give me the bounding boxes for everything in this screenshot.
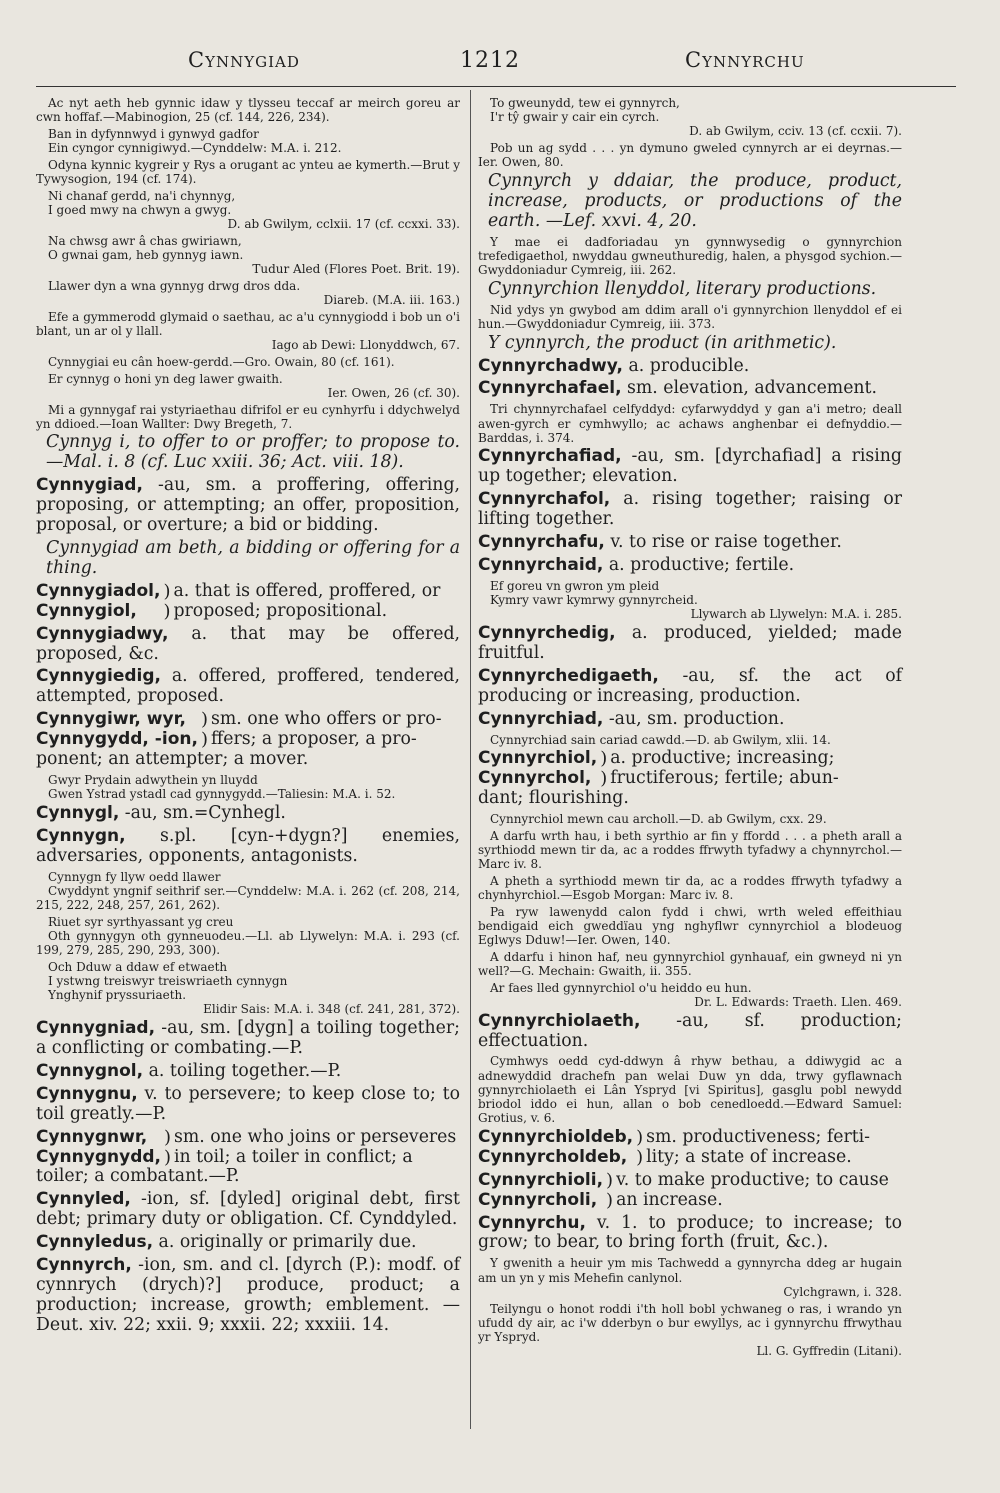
quotation-line: Cynnyrchiad sain cariad cawdd.—D. ab Gwilym, xlii. 14. [490,732,831,747]
headword: Cynnyrcholi, [478,1189,598,1210]
headword: Cynnygnu, [36,1083,138,1104]
quotation-source: Dr. L. Edwards: Traeth. Llen. 469. [694,994,902,1009]
quotation-source: Ier. Owen, 26 (cf. 30). [327,385,460,400]
bracketed-entry [478,1171,902,1211]
quotation-source: Iago ab Dewi: Llonyddwch, 67. [271,338,460,353]
definition: fructiferous; fertile; abun- [610,768,839,789]
headword: Cynnyrchedig, [478,623,616,644]
brace-bottom: ) [164,1146,172,1168]
definition: s.pl. [cyn-+dygn?] enemies, adversaries, opponents, antagonists. [36,825,460,866]
dictionary-entry [36,827,460,867]
headword: Cynnygiol, [36,600,137,621]
quotation [36,915,460,958]
bracketed-entry [36,582,460,622]
quotation [36,158,460,186]
brace-top: ) [164,1126,172,1148]
quotation [478,950,902,978]
quotation [478,829,902,872]
headword: Cynnygiadwy, [36,623,169,644]
headword: Cynnygnydd, [36,1146,161,1167]
bracketed-entry [36,1128,460,1188]
definition: v. 1. to produce; to increase; to grow; to bear, to bring forth (fruit, &c.). [478,1212,902,1253]
sub-entry-text: Cynnygiad am beth, a bidding or offering for a thing. [46,538,460,578]
dictionary-entry [478,490,902,530]
headword: Cynnygn, [36,825,126,846]
quotation-line: Y gwenith a heuir ym mis Tachwedd a gynnyrcha ddeg ar hugain am un yn y mis Mehefin canlynol. [478,1256,902,1285]
quotation [478,733,902,747]
quotation-line: I goed mwy na chwyn a gwyg. [48,202,232,217]
headword: Cynnyrchioldeb, [478,1126,634,1147]
quotation [36,355,460,369]
brace-bottom: ) [200,729,208,751]
headword: Cynnyrchiolaeth, [478,1010,641,1031]
quotation [478,1054,902,1125]
dictionary-entry [36,476,460,536]
brace [633,1128,646,1168]
dictionary-entry [478,624,902,664]
quotation-source: Cylchgrawn, i. 328. [783,1284,902,1299]
sub-entry [36,539,460,579]
quotation [36,189,460,232]
quotation [478,981,902,1009]
quotation-line: I ystwng treiswyr treiswriaeth cynnygn [48,974,288,989]
quotation-source: D. ab Gwilym, cciv. 13 (cf. ccxii. 7). [689,124,902,139]
quotation-line: Cynnygiai eu cân hoew-gerdd.—Gro. Owain, 80 (cf. 161). [48,354,395,369]
definition: -au, sm.=Cynhegl. [119,802,286,823]
definition: v. to persevere; to keep close to; to toil greatly.—P. [36,1083,460,1124]
definition: a. productive; increasing; [610,748,835,769]
quotation-line: Tri chynnyrchafael celfyddyd: cyfarwyddyd y gan a'i metro; deall awen-gyrch er cymhwyllo; ac achaws anghenbar ei defnyddio.—Barddas, i. 374. [478,402,902,445]
quotation [478,141,902,169]
quotation [478,1302,902,1359]
page-number: 1212 [460,48,520,73]
headword-group [36,582,160,622]
quotation [36,372,460,400]
quotation-line: Pa ryw lawenydd calon fydd i chwi, wrth weled effeithiau bendigaid eich gweddïau yng nghyflwr cynnyrchiol a blodeuog Eglwys Dduw!—Ier. Owen, 140. [478,904,902,948]
dictionary-entry [478,533,902,553]
definition: sm. productiveness; ferti- [646,1126,871,1147]
quotation [478,96,902,139]
dictionary-entry [36,1062,460,1082]
quotation-line: Ac nyt aeth heb gynnic idaw y tlysseu teccaf ar meirch goreu ar cwn hoffaf.—Mabinogion, 25 (cf. 144, 226, 234). [36,96,460,125]
quotation [478,303,902,331]
definition: v. to make productive; to cause [616,1169,889,1190]
quotation-line: Ein cyngor cynnigiwyd.—Cynddelw: M.A. i. 212. [48,141,342,156]
sub-entry [478,172,902,232]
sub-entry-text: Y cynnyrch, the product (in arithmetic). [488,332,837,353]
quotation-line: Riuet syr syrthyassant yg creu [48,914,234,929]
definition: -au, sm. production. [603,708,785,729]
headword: Cynnygl, [36,802,120,823]
definition: sm. one who offers or pro- [210,709,442,730]
quotation [36,310,460,353]
headword: Cynnyrchiol, [478,748,598,769]
definition: an increase. [616,1189,723,1210]
headword: Cynnyrchaid, [478,555,604,576]
headword: Cynnygiedig, [36,666,161,687]
definition: lity; a state of increase. [646,1146,852,1167]
brace-top: ) [636,1126,644,1148]
quotation-line: Cynnygn fy llyw oedd llawer [48,869,221,884]
definition: ffers; a proposer, a pro- [210,729,417,750]
definition-group [610,749,902,789]
headword: Cynnyrchafol, [478,489,611,510]
quotation-line: I'r tŷ gwair y cair ein cyrch. [490,110,660,125]
quotation-line: Er cynnyg o honi yn deg lawer gwaith. [48,371,283,386]
quotation-line: Mi a gynnygaf rai ystyriaethau difrifol er eu cynhyrfu i ddychwelyd yn ddioed.—Ioan Wallter: Dwy Bregeth, 7. [36,402,460,431]
dictionary-entry [478,667,902,707]
quotation [478,235,902,278]
quotation-line: A pheth a syrthiodd mewn tir da, ac a roddes ffrwyth tyfadwy a chynhyrchiol.—Esgob Morgan: Marc iv. 8. [478,873,902,902]
column-divider [470,90,471,1429]
quotation-line: Oth gynnygyn oth gynneuodeu.—Ll. ab Llywelyn: M.A. i. 293 (cf. 199, 279, 285, 290, 293, 300). [36,928,460,958]
headword: Cynnyled, [36,1189,131,1210]
sub-entry-text: Cynnyrch y ddaiar, the produce, product, increase, products, or productions of the earth. —Lef. xxvi. 4, 20. [488,171,902,231]
quotation-line: O gwnai gam, heb gynnyg iawn. [48,248,244,263]
dictionary-entry [478,556,902,576]
bracketed-entry [478,1128,902,1168]
definition: in toil; a toiler in conflict; a [174,1146,413,1167]
definition-continuation: dant; flourishing. [478,788,629,809]
definition: a. rising together; raising or lifting together. [478,489,902,530]
headword: Cynnygiwr, wyr, [36,709,186,730]
quotation [478,579,902,622]
headword: Cynnygnwr, [36,1126,148,1147]
right-column [478,96,902,1361]
quotation [478,402,902,445]
quotation-source: Llywarch ab Llywelyn: M.A. i. 285. [690,607,902,622]
definition: -ion, sm. and cl. [dyrch (P.): modf. of cynnrych (drych)?] produce, product; a production; increase, growth; emblement. —Deut. xiv. 22; xxii. 9; xxxii. 22; xxxiii. 14. [36,1255,460,1335]
quotation-line: Nid ydys yn gwybod am ddim arall o'i gynnyrchion llenyddol ef ei hun.—Gwyddoniadur Cymreig, iii. 373. [478,302,902,331]
quotation-line: Ni chanaf gerdd, na'i chynnyg, [48,188,236,203]
sub-entry [478,334,902,354]
headword: Cynnygydd, -ion, [36,729,198,750]
brace-bottom: ) [163,600,171,622]
bracket-group [478,1171,902,1211]
dictionary-entry [478,357,902,377]
sub-entry [36,433,460,473]
quotation-line: Odyna kynnic kygreir y Rys a orugant ac ynteu ae kymerth.—Brut y Tywysogion, 194 (cf. 174). [36,157,460,187]
definition: a. produced, yielded; made fruitful. [478,623,902,663]
quotation [36,870,460,913]
headword: Cynnyrchol, [478,768,592,789]
definition-group [616,1171,902,1211]
quotation-line: Pob un ag sydd . . . yn dymuno gweled cynnyrch ar ei deyrnas.—Ier. Owen, 80. [478,141,902,170]
headword: Cynnyrch, [36,1255,132,1276]
bracket-group [36,1128,460,1168]
headword-group [478,749,597,789]
headword: Cynnygniad, [36,1018,156,1039]
brace-bottom: ) [600,768,608,790]
quotation-line: Efe a gymmerodd glymaid o saethau, ac a'u cynnygiodd i bob un o'i blant, un ar ol y llall. [36,309,460,339]
quotation [36,403,460,431]
quotation-line: Gwen Ystrad ystadl cad gynnygydd.—Taliesin: M.A. i. 52. [48,787,396,802]
dictionary-entry [478,710,902,730]
headword: Cynnyrchadwy, [478,355,623,376]
dictionary-entry [36,1190,460,1230]
definition: a. toiling together.—P. [143,1060,342,1081]
quotation-line: Kymry vawr kymrwy gynnyrcheid. [490,593,698,608]
bracketed-entry [478,749,902,809]
bracketed-entry [36,710,460,770]
definition-group [646,1128,902,1168]
bracket-group [478,749,902,789]
quotation-source: D. ab Gwilym, cclxii. 17 (cf. ccxxi. 33). [227,217,460,232]
header-rule [36,86,956,87]
headword: Cynnygiadol, [36,580,161,601]
quotation-line: A darfu wrth hau, i beth syrthio ar fin y ffordd . . . a pheth arall a syrthiodd mewn tir da, ac a roddes ffrwyth tyfadwy a chynnyrchol.—Marc iv. 8. [478,828,902,872]
definition: a. originally or primarily due. [153,1232,417,1253]
headword: Cynnyrchafiad, [478,446,622,467]
quotation [478,1256,902,1299]
brace-top: ) [163,580,171,602]
headword-group [36,710,198,750]
brace-bottom: ) [606,1189,614,1211]
bracket-group [36,582,460,622]
quotation [478,812,902,826]
brace-bottom: ) [636,1146,644,1168]
dictionary-entry [36,804,460,824]
running-head-left: Cynnygiad [188,48,300,72]
brace [160,582,173,622]
brace [161,1128,174,1168]
definition: -au, sm. [dyrchafiad] a rising up together; elevation. [478,446,902,487]
quotation [36,960,460,1017]
headword: Cynnyrchafael, [478,378,622,399]
quotation-source: Tudur Aled (Flores Poet. Brit. 19). [252,262,460,277]
quotation [36,773,460,801]
dictionary-entry [36,1256,460,1336]
quotation-line: Cwyddynt yngnif seithrif ser.—Cynddelw: M.A. i. 262 (cf. 208, 214, 215, 222, 248, 257, 261, 262). [36,883,460,912]
dictionary-entry [36,667,460,707]
bracket-group [478,1128,902,1168]
quotation-line: Teilyngu o honot roddi i'th holl bobl ychwaneg o ras, i wrando yn ufudd dy air, ac i'w dderbyn o bur ewyllys, ac i gynnyrchu ffrwythau yr Yspryd. [478,1301,902,1344]
quotation-line: Cynnyrchiol mewn cau archoll.—D. ab Gwilym, cxx. 29. [490,811,827,826]
quotation-line: A ddarfu i hinon haf, neu gynnyrchiol gynhauaf, ein gwneyd ni yn well?—G. Mechain: Gwaith, ii. 355. [478,949,902,979]
definition: a. offered, proffered, tendered, attempted, proposed. [36,666,460,707]
definition-continuation: ponent; an attempter; a mover. [36,749,309,770]
running-head-right: Cynnyrchu [685,48,805,72]
definition: -au, sm. [dygn] a toiling together; a conflicting or combating.—P. [36,1018,460,1059]
quotation-line: Cymhwys oedd cyd-ddwyn â rhyw bethau, a ddiwygid ac a adnewyddid drachefn pan welai Duw yn dda, trwy gyflawnach gynnyrchiolaeth ei Lân Yspryd [vi Spiritus], gasglu pobl newydd briodol iddo ei hun, allan o bob cenedloedd.—Edward Samuel: Grotius, v. 6. [478,1054,902,1126]
sub-entry-text: Cynnyrchion llenyddol, literary productions. [488,278,877,299]
definition: proposed; propositional. [173,600,388,621]
dictionary-entry [36,1019,460,1059]
quotation-source: Ll. G. Gyffredin (Litani). [756,1344,902,1359]
quotation [36,279,460,307]
quotation-line: Och Dduw a ddaw ef etwaeth [48,959,228,974]
headword: Cynnyledus, [36,1232,154,1253]
definition-continuation: toiler; a combatant.—P. [36,1166,240,1187]
page-header [40,48,960,78]
headword: Cynnygiad, [36,475,143,496]
headword: Cynnyrchioli, [478,1169,604,1190]
definition: -au, sf. the act of producing or increasing, production. [478,665,902,706]
definition: a. productive; fertile. [603,555,795,576]
headword-group [36,1128,161,1168]
headword-group [478,1171,603,1211]
quotation-line: Llawer dyn a wna gynnyg drwg dros dda. [48,278,301,293]
definition-group [173,582,460,622]
headword: Cynnyrchu, [478,1212,586,1233]
definition: -ion, sf. [dyled] original debt, first debt; primary duty or obligation. Cf. Cynddyled. [36,1189,460,1230]
sub-entry-text: Cynnyg i, to offer to or proffer; to propose to. —Mal. i. 8 (cf. Luc xxiii. 36; Act. viii. 18). [46,432,460,473]
definition: -au, sf. production; effectuation. [478,1010,902,1051]
brace-top: ) [606,1169,614,1191]
quotation-source: Diareb. (M.A. iii. 163.) [323,293,460,308]
sub-entry [478,280,902,300]
quotation [36,96,460,124]
dictionary-entry [36,1085,460,1125]
quotation [478,874,902,902]
bracket-group [36,710,460,750]
definition-group [211,710,460,750]
quotation-line: Na chwsg awr â chas gwiriawn, [48,233,242,248]
quotation-line: Gwyr Prydain adwythein yn lluydd [48,772,258,787]
dictionary-entry [478,1012,902,1052]
quotation-source: Elidir Sais: M.A. i. 348 (cf. 241, 281, 372). [203,1002,460,1017]
brace [198,710,211,750]
dictionary-entry [478,1214,902,1254]
quotation-line: Ef goreu vn gwron ym pleid [490,578,660,593]
headword-group [478,1128,633,1168]
definition: sm. elevation, advancement. [621,378,877,399]
quotation-line: Ban in dyfynnwyd i gynwyd gadfor [48,126,259,141]
definition: a. that may be offered, proposed, &c. [36,623,460,664]
brace-top: ) [600,748,608,770]
headword: Cynnyrchedigaeth, [478,665,659,686]
dictionary-entry [36,1233,460,1253]
brace [603,1171,616,1211]
quotation [36,127,460,155]
quotation-line: Y mae ei dadforiadau yn gynnwysedig o gynnyrchion trefedigaethol, nwyddau gwneuthuredig, halen, a physgod sychion.—Gwyddoniadur Cymreig, iii. 262. [478,234,902,278]
definition: -au, sm. a proffering, offering, proposing, or attempting; an offer, proposition, proposal, or overture; a bid or bidding. [36,475,460,536]
quotation [36,234,460,277]
headword: Cynnyrchafu, [478,532,605,553]
quotation-line: Ynghynif pryssuriaeth. [48,988,187,1003]
quotation-line: Ar faes lled gynnyrchiol o'u heiddo eu hun. [490,980,752,995]
definition: a. that is offered, proffered, or [173,580,441,601]
dictionary-entry [478,447,902,487]
dictionary-entry [478,379,902,399]
definition: v. to rise or raise together. [604,532,842,553]
brace-top: ) [200,709,208,731]
brace [597,749,610,789]
headword: Cynnygnol, [36,1060,144,1081]
quotation [478,905,902,948]
headword: Cynnyrchiad, [478,708,604,729]
headword: Cynnyrcholdeb, [478,1146,628,1167]
dictionary-entry [36,625,460,665]
left-column [36,96,460,1339]
definition: a. producible. [622,355,750,376]
definition: sm. one who joins or perseveres [174,1126,457,1147]
quotation-line: To gweunydd, tew ei gynnyrch, [490,96,680,110]
definition-group [174,1128,460,1168]
